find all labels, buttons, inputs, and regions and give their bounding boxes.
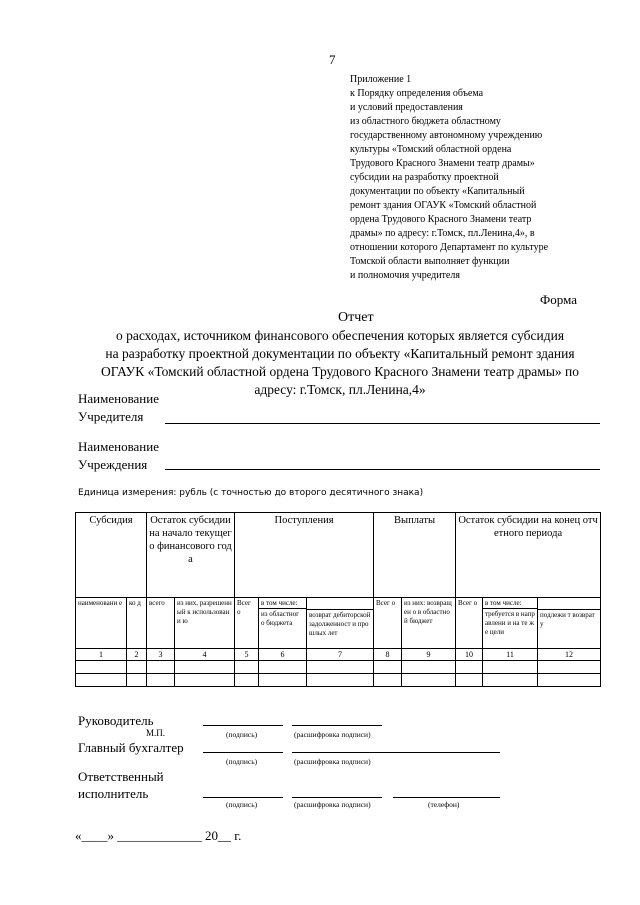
column-number: 11: [483, 649, 538, 661]
decoding-caption: (расшифровка подписи): [294, 757, 371, 766]
header-balance-end: Остаток субсидии на конец отчетного периода: [456, 513, 601, 598]
subheader-incl: в том числе:: [259, 599, 306, 609]
chief-accountant-label: Главный бухгалтер: [78, 740, 184, 755]
table-cell[interactable]: [235, 661, 259, 674]
subheader-incl: в том числе:: [483, 599, 537, 609]
annex-line: и полномочия учредителя: [350, 270, 460, 281]
report-title: Отчет: [338, 310, 374, 325]
report-subtitle: [60, 327, 620, 399]
subheader-to-return-text: подлежи т возврату: [540, 611, 595, 628]
subheader-allowed: из них, разрешенный к использовани ю: [175, 598, 235, 649]
subtitle-line: ОГАУК «Томский областной ордена Трудового Красного Знамени театр драмы» по: [101, 364, 579, 379]
institution-input-line[interactable]: [165, 469, 600, 470]
annex-line: документации по объекту «Капитальный: [350, 186, 525, 197]
annex-line: отношении которого Департамент по культуре: [350, 242, 549, 253]
table-cell[interactable]: [307, 674, 374, 687]
form-label: Форма: [540, 292, 577, 307]
subheader-from-budget-text: из областног о бюджета: [261, 610, 300, 627]
responsible-signature-line[interactable]: [203, 797, 283, 798]
annex-line: Приложение 1: [350, 74, 412, 85]
subheader-total: Всег о: [456, 598, 483, 649]
header-balance-start: Остаток субсидии на начало текущего финансового года: [147, 513, 235, 598]
table-cell[interactable]: [127, 674, 147, 687]
table-cell[interactable]: [402, 661, 456, 674]
table-subheader-row: [76, 598, 601, 649]
responsible-label: [78, 768, 164, 802]
table-cell[interactable]: [538, 661, 601, 674]
decoding-caption: (расшифровка подписи): [294, 800, 371, 809]
subheader-receivables-text: возврат дебиторской задолженност и прошлых лет: [309, 611, 371, 637]
annex-line: к Порядку определения объема: [350, 88, 484, 99]
table-cell[interactable]: [456, 674, 483, 687]
annex-line: субсидии на разработку проектной: [350, 172, 499, 183]
head-signature-line[interactable]: [203, 725, 283, 726]
signature-caption: (подпись): [226, 730, 258, 739]
accountant-signature-line[interactable]: [203, 752, 283, 753]
annex-line: драмы» по адресу: г.Томск, пл.Ленина,4», в: [350, 228, 535, 239]
column-number: 5: [235, 649, 259, 661]
head-decoding-line[interactable]: [292, 725, 382, 726]
subheader-required: [483, 598, 538, 649]
header-subsidy: Субсидия: [76, 513, 147, 598]
subheader-total: Всег о: [374, 598, 402, 649]
annex-line: Томской области выполняет функции: [350, 256, 510, 267]
column-number: 8: [374, 649, 402, 661]
subheader-receivables: [307, 598, 374, 649]
founder-label-line: Наименование: [78, 391, 159, 406]
subheader-total: всего: [147, 598, 175, 649]
founder-input-line[interactable]: [165, 423, 600, 424]
table-cell[interactable]: [175, 661, 235, 674]
table-cell[interactable]: [374, 661, 402, 674]
subheader-required-text: требуется в направлени и на те же цели: [485, 610, 535, 636]
annex-line: Трудового Красного Знамени театр драмы»: [350, 158, 535, 169]
table-cell[interactable]: [259, 661, 307, 674]
head-label: Руководитель: [78, 713, 154, 728]
table-header-row: [76, 513, 601, 598]
annex-line: и условий предоставления: [350, 102, 463, 113]
subtitle-line: адресу: г.Томск, пл.Ленина,4»: [254, 382, 426, 397]
phone-caption: (телефон): [428, 800, 460, 809]
responsible-label-line: Ответственный: [78, 769, 164, 784]
signature-caption: (подпись): [226, 757, 258, 766]
subtitle-line: на разработку проектной документации по объекту «Капитальный ремонт здания: [105, 346, 575, 361]
annex-line: культуры «Томский областной ордена: [350, 144, 512, 155]
unit-of-measure: Единица измерения: рубль (с точностью до второго десятичного знака): [78, 488, 424, 498]
subheader-returned: из них: возвращен о в областной бюджет: [402, 598, 456, 649]
subheader-name: наименовани е: [76, 598, 127, 649]
responsible-decoding-line[interactable]: [292, 797, 382, 798]
table-cell[interactable]: [374, 674, 402, 687]
decoding-caption: (расшифровка подписи): [294, 730, 371, 739]
column-number: 1: [76, 649, 127, 661]
subheader-incl-continuation: [538, 599, 600, 610]
annex-line: ордена Трудового Красного Знамени театр: [350, 214, 532, 225]
table-cell[interactable]: [127, 661, 147, 674]
column-number: 7: [307, 649, 374, 661]
column-number: 4: [175, 649, 235, 661]
column-number: 6: [259, 649, 307, 661]
accountant-decoding-line[interactable]: [292, 752, 500, 753]
table-cell[interactable]: [147, 674, 175, 687]
table-cell[interactable]: [147, 661, 175, 674]
table-row: [76, 661, 601, 674]
column-number: 10: [456, 649, 483, 661]
table-cell[interactable]: [483, 661, 538, 674]
header-receipts: Поступления: [235, 513, 374, 598]
subtitle-line: о расходах, источником финансового обеспечения которых является субсидия: [115, 328, 565, 343]
annex-line: из областного бюджета областному: [350, 116, 501, 127]
table-cell[interactable]: [175, 674, 235, 687]
table-cell[interactable]: [402, 674, 456, 687]
institution-label: [78, 438, 159, 474]
column-number-row: [76, 649, 601, 661]
table-cell[interactable]: [538, 674, 601, 687]
founder-label: [78, 390, 159, 426]
responsible-label-line: исполнитель: [78, 786, 149, 801]
date-line[interactable]: «____» _____________ 20__ г.: [75, 828, 242, 843]
subheader-code: ко д: [127, 598, 147, 649]
column-number: 12: [538, 649, 601, 661]
subheader-to-return: [538, 598, 601, 649]
report-table: [75, 512, 601, 687]
annex-line: государственному автономному учреждению: [350, 130, 543, 141]
column-number: 9: [402, 649, 456, 661]
table-cell[interactable]: [259, 674, 307, 687]
table-cell[interactable]: [76, 661, 127, 674]
subheader-total: Всег о: [235, 598, 259, 649]
responsible-phone-line[interactable]: [393, 797, 500, 798]
table-cell[interactable]: [76, 674, 127, 687]
column-number: 3: [147, 649, 175, 661]
subheader-from-budget: [259, 598, 307, 649]
annex-line: ремонт здания ОГАУК «Томский областной: [350, 200, 537, 211]
institution-label-line: Учреждения: [78, 457, 148, 472]
annex-header: [350, 73, 620, 283]
seal-label: М.П.: [146, 728, 166, 738]
founder-label-line: Учредителя: [78, 409, 144, 424]
table-cell[interactable]: [456, 661, 483, 674]
institution-label-line: Наименование: [78, 439, 159, 454]
table-cell[interactable]: [307, 661, 374, 674]
table-row: [76, 674, 601, 687]
header-payments: Выплаты: [374, 513, 456, 598]
table-cell[interactable]: [483, 674, 538, 687]
column-number: 2: [127, 649, 147, 661]
signature-caption: (подпись): [226, 800, 258, 809]
page-number: 7: [329, 52, 336, 67]
table-cell[interactable]: [235, 674, 259, 687]
subheader-incl-continuation: [307, 599, 373, 610]
